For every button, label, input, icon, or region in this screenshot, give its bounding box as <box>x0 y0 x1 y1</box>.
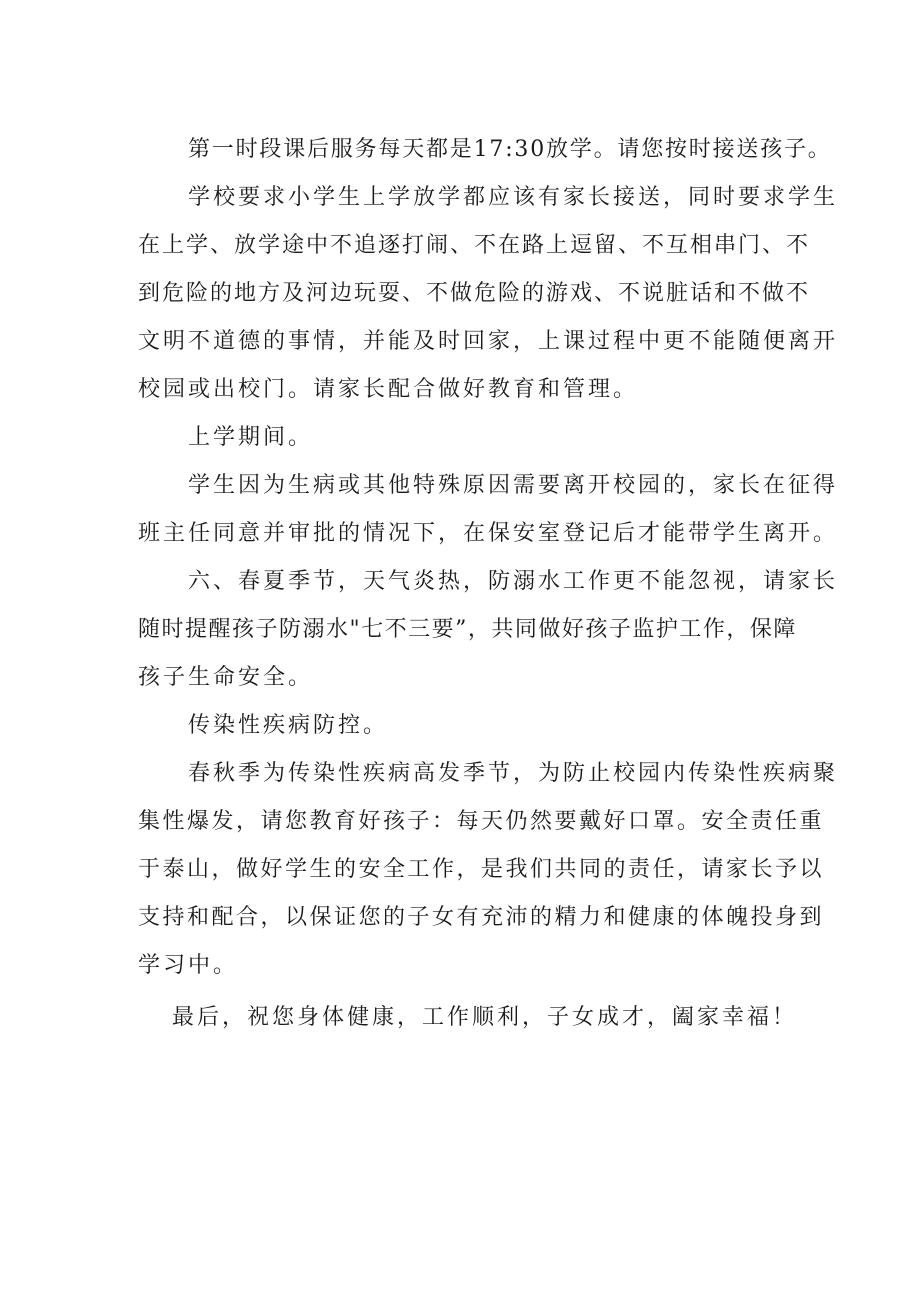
text-line-6: 校园或出校门。请家长配合做好教育和管理。 <box>138 377 639 402</box>
text-line-5: 文明不道德的事情，并能及时回家，上课过程中更不能随便离开 <box>138 329 839 354</box>
text-line-3: 在上学、放学途中不追逐打闹、不在路上逗留、不互相串门、不 <box>138 233 811 258</box>
text-line-8: 学生因为生病或其他特殊原因需要离开校园的，家长在征得 <box>188 473 839 498</box>
text-line-14: 春秋季为传染性疾病高发季节，为防止校园内传染性疾病聚 <box>188 761 839 786</box>
text-line-16: 于泰山，做好学生的安全工作，是我们共同的责任，请家长予以 <box>138 857 825 882</box>
closing-line: 最后，祝您身体健康，工作顺利，子女成才，阖家幸福！ <box>172 1005 798 1030</box>
text-line-1: 第一时段课后服务每天都是17:30放学。请您按时接送孩子。 <box>188 137 832 162</box>
section-heading-school-period: 上学期间。 <box>188 425 314 450</box>
text-line-15: 集性爆发，请您教育好孩子：每天仍然要戴好口罩。安全责任重 <box>138 809 825 834</box>
text-line-10: 六、春夏季节，天气炎热，防溺水工作更不能忽视，请家长 <box>188 569 839 594</box>
text-line-4: 到危险的地方及河边玩耍、不做危险的游戏、不说脏话和不做不 <box>138 281 811 306</box>
text-line-9: 班主任同意并审批的情况下，在保安室登记后才能带学生离开。 <box>138 521 839 546</box>
text-line-17: 支持和配合，以保证您的子女有充沛的精力和健康的体魄投身到 <box>138 905 825 930</box>
section-heading-infectious-disease: 传染性疾病防控。 <box>188 713 389 738</box>
text-line-12: 孩子生命安全。 <box>138 665 314 690</box>
text-line-2: 学校要求小学生上学放学都应该有家长接送，同时要求学生 <box>188 185 839 210</box>
text-line-18: 学习中。 <box>138 953 239 978</box>
text-line-11: 随时提醒孩子防溺水"七不三要”，共同做好孩子监护工作，保障 <box>138 617 797 642</box>
